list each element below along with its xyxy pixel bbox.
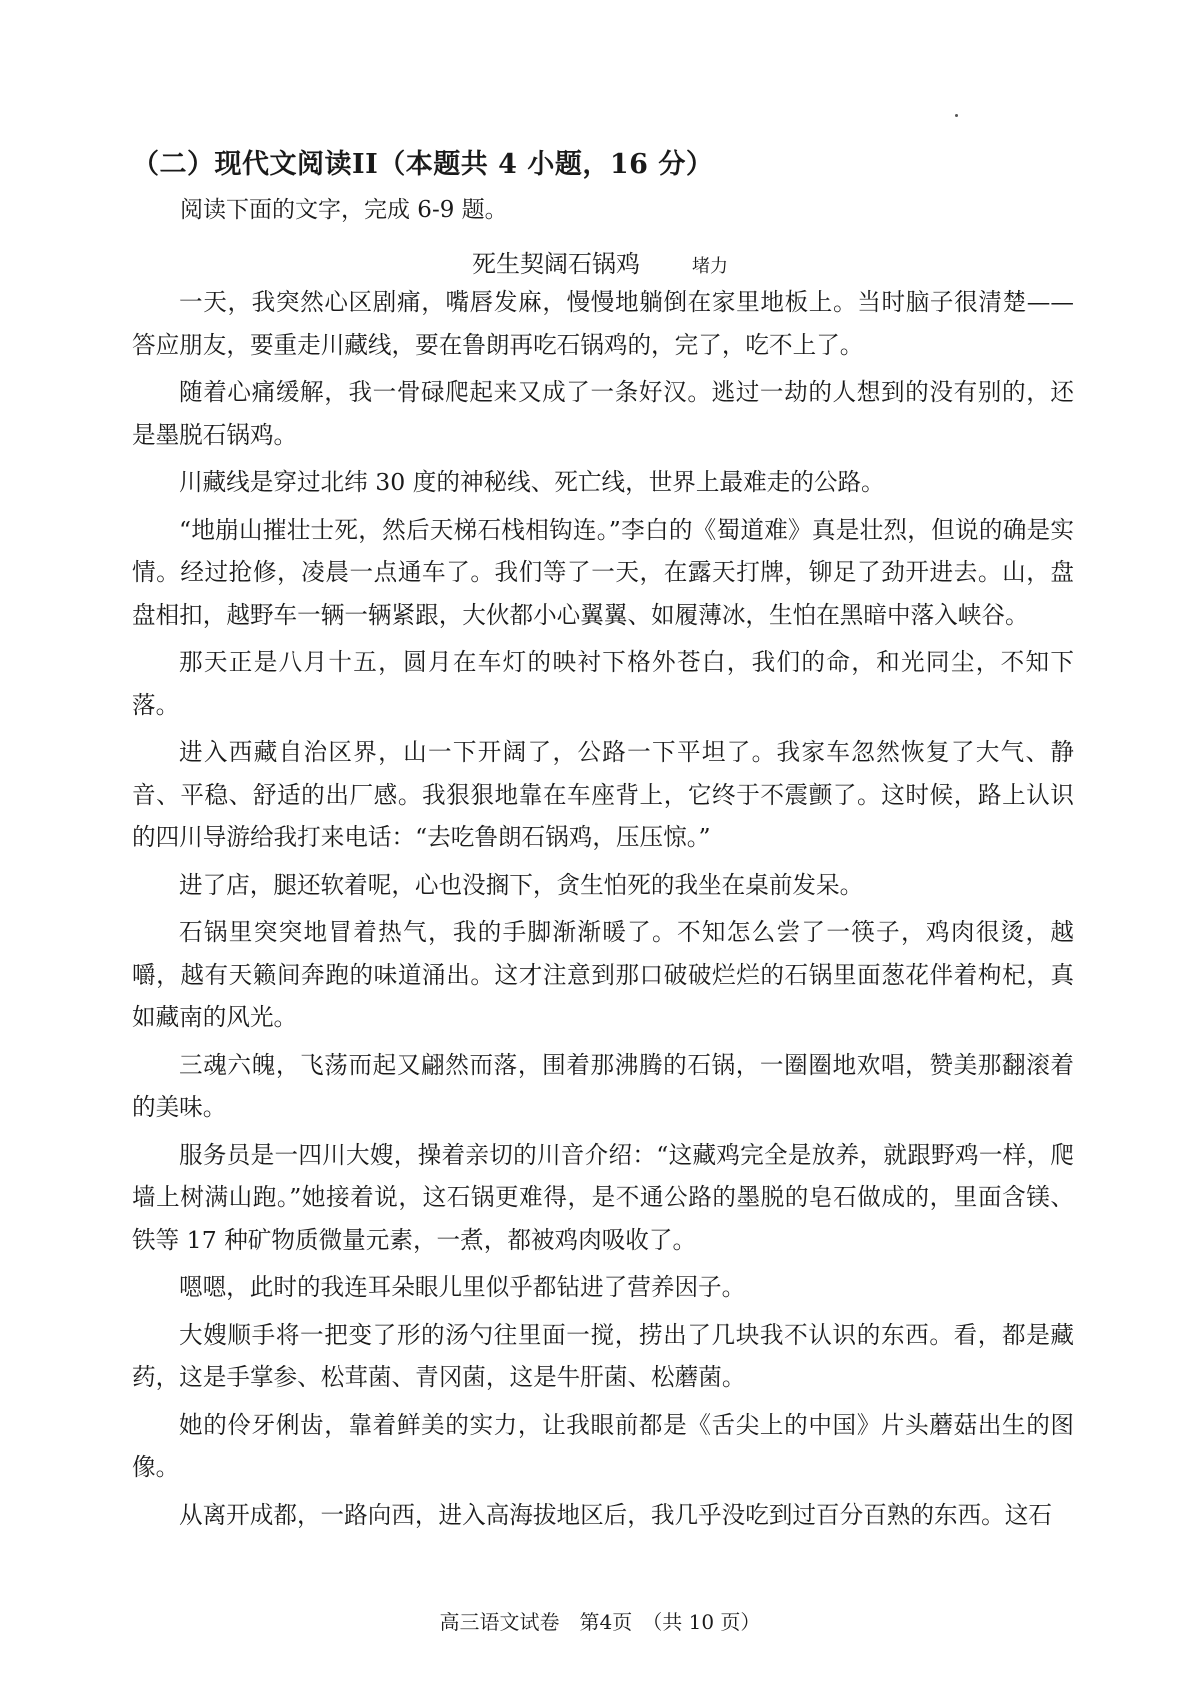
paragraph: 大嫂顺手将一把变了形的汤勺往里面一搅，捞出了几块我不认识的东西。看，都是藏药，这是手掌参、松茸菌、青冈菌，这是牛肝菌、松蘑菌。 xyxy=(132,1320,1074,1391)
paragraph: 进入西藏自治区界，山一下开阔了，公路一下平坦了。我家车忽然恢复了大气、静音、平稳、舒适的出厂感。我狠狠地靠在车座背上，它终于不震颤了。这时候，路上认识的四川导游给我打来电话：“去吃鲁朗石锅鸡，压压惊。” xyxy=(132,738,1074,851)
section-heading: （二）现代文阅读II（本题共 4 小题，16 分） xyxy=(132,149,714,180)
scan-speck xyxy=(955,114,958,117)
paragraph: 三魂六魄，飞荡而起又翩然而落，围着那沸腾的石锅，一圈圈地欢唱，赞美那翻滚着的美味。 xyxy=(132,1050,1074,1121)
paragraph: 随着心痛缓解，我一骨碌爬起来又成了一条好汉。逃过一劫的人想到的没有别的，还是墨脱石锅鸡。 xyxy=(132,378,1074,449)
page-footer: 高三语文试卷 第4页 （共 10 页） xyxy=(439,1610,761,1634)
paragraph: “地崩山摧壮士死，然后天梯石栈相钩连。”李白的《蜀道难》真是壮烈，但说的确是实情。经过抢修，凌晨一点通车了。我们等了一天，在露天打牌，铆足了劲开进去。山，盘盘相扣，越野车一辆一辆紧跟，大伙都小心翼翼、如履薄冰，生怕在黑暗中落入峡谷。 xyxy=(132,515,1074,629)
paragraph: 服务员是一四川大嫂，操着亲切的川音介绍：“这藏鸡完全是放养，就跟野鸡一样，爬墙上树满山跑。”她接着说，这石锅更难得，是不通公路的墨脱的皂石做成的，里面含镁、铁等 17 种矿物质微量元素，一煮，都被鸡肉吸收了。 xyxy=(132,1140,1074,1254)
article-title-line xyxy=(0,244,1200,279)
paragraph: 从离开成都，一路向西，进入高海拔地区后，我几乎没吃到过百分百熟的东西。这石 xyxy=(179,1500,1052,1529)
paragraph: 嗯嗯，此时的我连耳朵眼儿里似乎都钻进了营养因子。 xyxy=(179,1273,746,1301)
paragraph: 她的伶牙俐齿，靠着鲜美的实力，让我眼前都是《舌尖上的中国》片头蘑菇出生的图像。 xyxy=(132,1410,1074,1481)
paragraph: 进了店，腿还软着呢，心也没搁下，贪生怕死的我坐在桌前发呆。 xyxy=(179,870,864,899)
article-title: 死生契阔石锅鸡 xyxy=(472,250,640,278)
paragraph: 一天，我突然心区剧痛，嘴唇发麻，慢慢地躺倒在家里地板上。当时脑子很清楚——答应朋友，要重走川藏线，要在鲁朗再吃石锅鸡的，完了，吃不上了。 xyxy=(132,288,1074,359)
article-body xyxy=(132,281,1074,1541)
article-author: 堵力 xyxy=(692,256,728,277)
reading-instruction: 阅读下面的文字，完成 6-9 题。 xyxy=(180,197,508,223)
paragraph: 川藏线是穿过北纬 30 度的神秘线、死亡线，世界上最难走的公路。 xyxy=(179,468,885,496)
paragraph: 石锅里突突地冒着热气，我的手脚渐渐暖了。不知怎么尝了一筷子，鸡肉很烫，越嚼，越有天籁间奔跑的味道涌出。这才注意到那口破破烂烂的石锅里面葱花伴着枸杞，真如藏南的风光。 xyxy=(132,918,1074,1031)
paragraph: 那天正是八月十五，圆月在车灯的映衬下格外苍白，我们的命，和光同尘，不知下落。 xyxy=(132,648,1074,719)
